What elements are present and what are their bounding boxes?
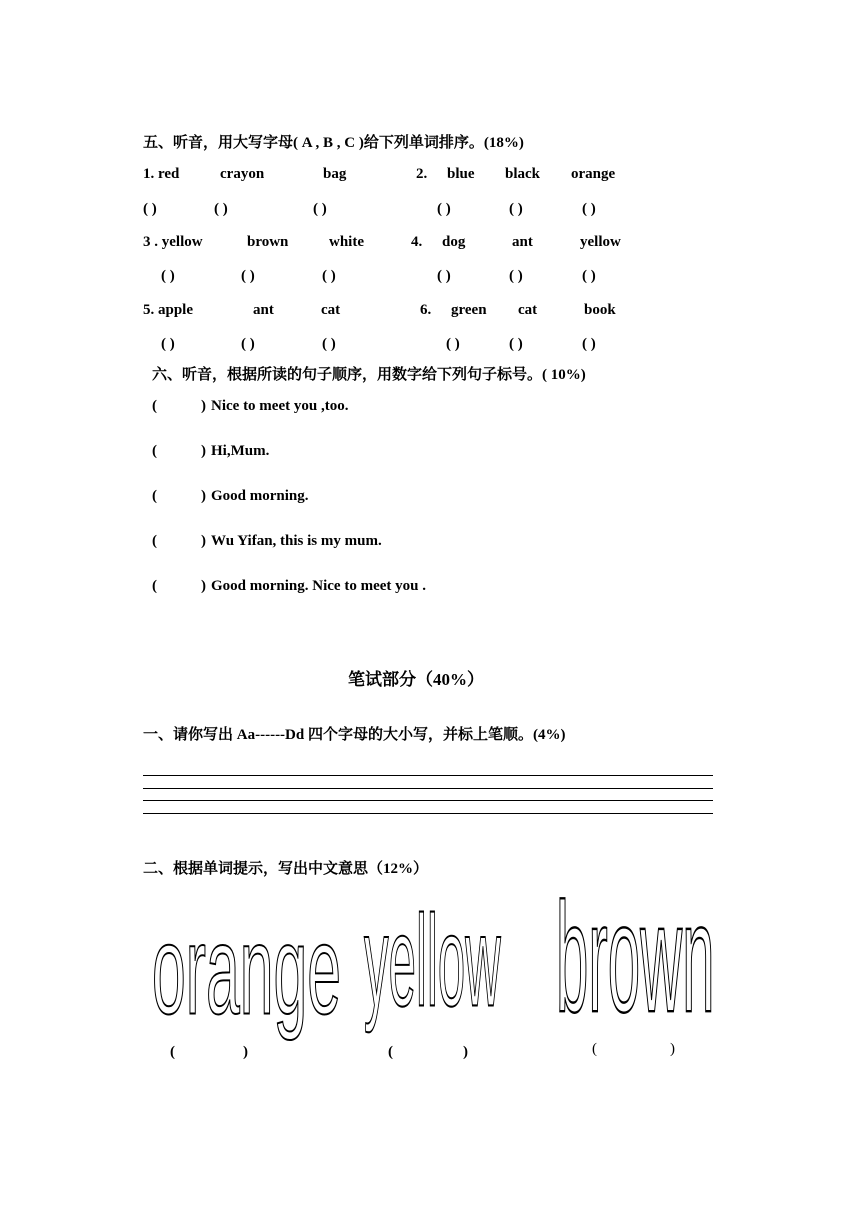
s5-item-4-word-2: ant [512, 234, 533, 250]
s5-item-5-word-2: cat [321, 302, 341, 318]
s6-sentence-4: Wu Yifan, this is my mum. [211, 533, 382, 549]
s5-paren: ( ) [241, 336, 255, 352]
writing-line-4 [143, 813, 713, 814]
s5-item-2-word-2: black [505, 166, 541, 182]
s5-paren: ( ) [582, 336, 596, 352]
outline-word-brown: brown [556, 872, 715, 1046]
s5-item-5-num: 5. apple [143, 302, 194, 318]
s5-item-2-num: 2. [416, 166, 428, 182]
s6-sentence-3: Good morning. [211, 488, 309, 504]
answer-paren-right: ) [670, 1041, 675, 1057]
s5-paren: ( ) [446, 336, 460, 352]
s5-item-3-num: 3 . yellow [143, 234, 203, 250]
s5-paren: ( ) [509, 336, 523, 352]
s5-paren: ( ) [322, 336, 336, 352]
written-q1: 一、请你写出 Aa------Dd 四个字母的大小写，并标上笔顺。(4%) [143, 727, 566, 743]
s5-paren: ( ) [161, 336, 175, 352]
s6-open-paren: ( [152, 443, 157, 459]
s5-paren: ( ) [313, 201, 327, 217]
s5-item-3-word-1: brown [247, 234, 289, 250]
s5-item-4-num: 4. [411, 234, 423, 250]
s5-paren: ( ) [437, 201, 451, 217]
s5-paren: ( ) [241, 268, 255, 284]
s5-paren: ( ) [161, 268, 175, 284]
s6-close-paren: ) [201, 488, 206, 504]
answer-paren-right: ) [463, 1044, 468, 1060]
s5-item-2-word-1: blue [447, 166, 475, 182]
s5-item-6-word-3: book [584, 302, 616, 318]
answer-paren-left: ( [592, 1041, 597, 1057]
writing-line-1 [143, 775, 713, 776]
s5-item-4-word-1: dog [442, 234, 466, 250]
s6-open-paren: ( [152, 533, 157, 549]
s5-item-1-num: 1. red [143, 166, 180, 182]
s6-open-paren: ( [152, 488, 157, 504]
s5-paren: ( ) [509, 201, 523, 217]
s5-paren: ( ) [509, 268, 523, 284]
s5-paren: ( ) [582, 268, 596, 284]
written-q2: 二、根据单词提示，写出中文意思（12%） [143, 861, 429, 877]
s5-item-4-word-3: yellow [580, 234, 621, 250]
written-title: 笔试部分（40%） [348, 670, 484, 689]
s5-paren: ( ) [214, 201, 228, 217]
s6-close-paren: ) [201, 398, 206, 414]
s6-close-paren: ) [201, 443, 206, 459]
s6-close-paren: ) [201, 533, 206, 549]
s6-sentence-1: Nice to meet you ,too. [211, 398, 349, 414]
s5-paren: ( ) [582, 201, 596, 217]
answer-paren-left: ( [388, 1044, 393, 1060]
outline-word-orange: orange [152, 900, 341, 1042]
s6-open-paren: ( [152, 578, 157, 594]
s5-item-6-num: 6. [420, 302, 432, 318]
s5-item-6-word-2: cat [518, 302, 538, 318]
s5-item-5-word-1: ant [253, 302, 274, 318]
s5-paren: ( ) [143, 201, 157, 217]
s5-item-1-word-1: crayon [220, 166, 265, 182]
s5-item-1-word-2: bag [323, 166, 347, 182]
answer-paren-right: ) [243, 1044, 248, 1060]
s5-paren: ( ) [322, 268, 336, 284]
answer-paren-left: ( [170, 1044, 175, 1060]
s5-item-2-word-3: orange [571, 166, 616, 182]
writing-line-3 [143, 800, 713, 801]
s6-sentence-5: Good morning. Nice to meet you . [211, 578, 426, 594]
s6-sentence-2: Hi,Mum. [211, 443, 270, 459]
s5-paren: ( ) [437, 268, 451, 284]
s6-close-paren: ) [201, 578, 206, 594]
s6-open-paren: ( [152, 398, 157, 414]
section5-title: 五、听音，用大写字母( A , B , C )给下列单词排序。(18%) [143, 135, 524, 151]
s5-item-3-word-2: white [329, 234, 364, 250]
outline-word-yellow: yellow [364, 890, 501, 1034]
section6-title: 六、听音，根据所读的句子顺序，用数字给下列句子标号。( 10%) [152, 367, 586, 383]
s5-item-6-word-1: green [451, 302, 487, 318]
writing-line-2 [143, 788, 713, 789]
